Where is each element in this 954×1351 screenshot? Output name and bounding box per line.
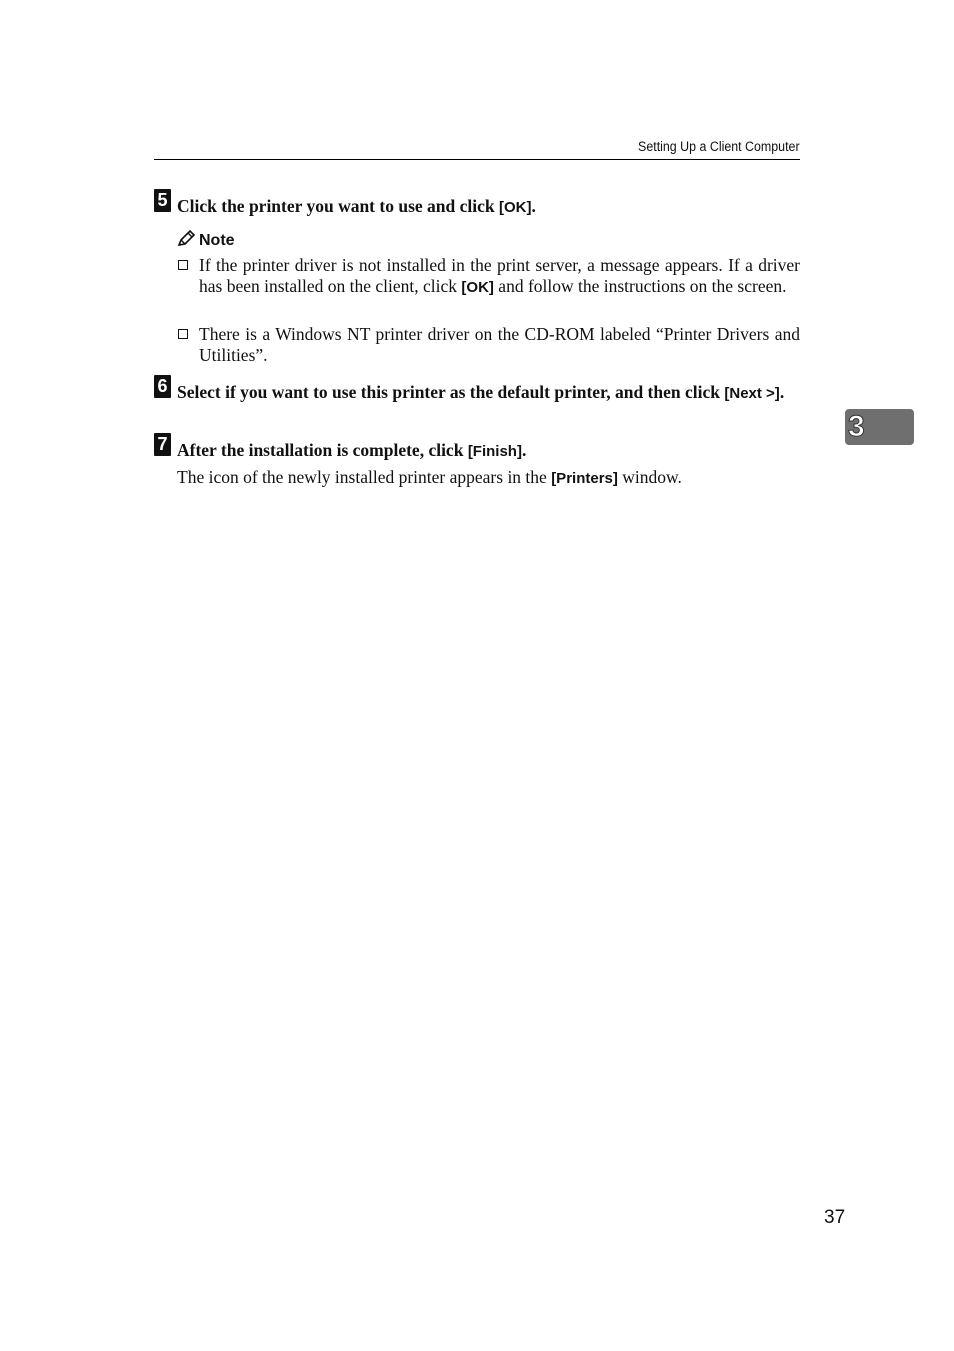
step-7-instruction bbox=[177, 440, 800, 462]
step-6-instruction bbox=[177, 382, 800, 404]
chapter-number: 3 bbox=[848, 410, 865, 443]
step-5-key: [OK] bbox=[498, 199, 532, 216]
note-heading-label: Note bbox=[199, 232, 235, 249]
step-7-key: [Finish] bbox=[467, 443, 522, 460]
result-key: [Printers] bbox=[551, 470, 618, 487]
chapter-tab bbox=[845, 409, 914, 445]
note-item-1-text-b: and follow the instructions on the screen. bbox=[493, 276, 787, 296]
step-5-instruction bbox=[177, 196, 800, 218]
step-number-7: 7 bbox=[154, 433, 171, 456]
checkbox-bullet-icon bbox=[178, 329, 188, 339]
step-7-tail: . bbox=[521, 440, 527, 460]
note-item-1-key: [OK] bbox=[461, 279, 494, 296]
step-number-5: 5 bbox=[154, 189, 171, 212]
running-header: Setting Up a Client Computer bbox=[638, 139, 800, 154]
result-text-a: The icon of the newly installed printer appears in the bbox=[177, 467, 552, 487]
step-6-text: Select if you want to use this printer as the default printer, and then click bbox=[177, 382, 725, 402]
header-rule bbox=[154, 159, 800, 160]
step-5-text: Click the printer you want to use and click bbox=[177, 196, 499, 216]
note-item-1 bbox=[199, 255, 800, 298]
note-item-1-text-a: If the printer driver is not installed in the print server, a message appears. If a driver has been installed on the client, click bbox=[199, 255, 800, 296]
step-number-6: 6 bbox=[154, 375, 171, 398]
step-7-text: After the installation is complete, click bbox=[177, 440, 468, 460]
result-text-b: window. bbox=[617, 467, 682, 487]
step-6-key: [Next >] bbox=[724, 385, 780, 402]
page-number: 37 bbox=[824, 1207, 846, 1228]
note-item-2: There is a Windows NT printer driver on the CD-ROM labeled “Printer Drivers and Utilities”. bbox=[199, 324, 800, 365]
step-6-tail: . bbox=[779, 382, 785, 402]
step-5-tail: . bbox=[531, 196, 536, 216]
pencil-icon bbox=[177, 230, 196, 247]
step-7-result bbox=[177, 467, 800, 489]
checkbox-bullet-icon bbox=[178, 260, 188, 270]
note-heading bbox=[177, 230, 235, 251]
